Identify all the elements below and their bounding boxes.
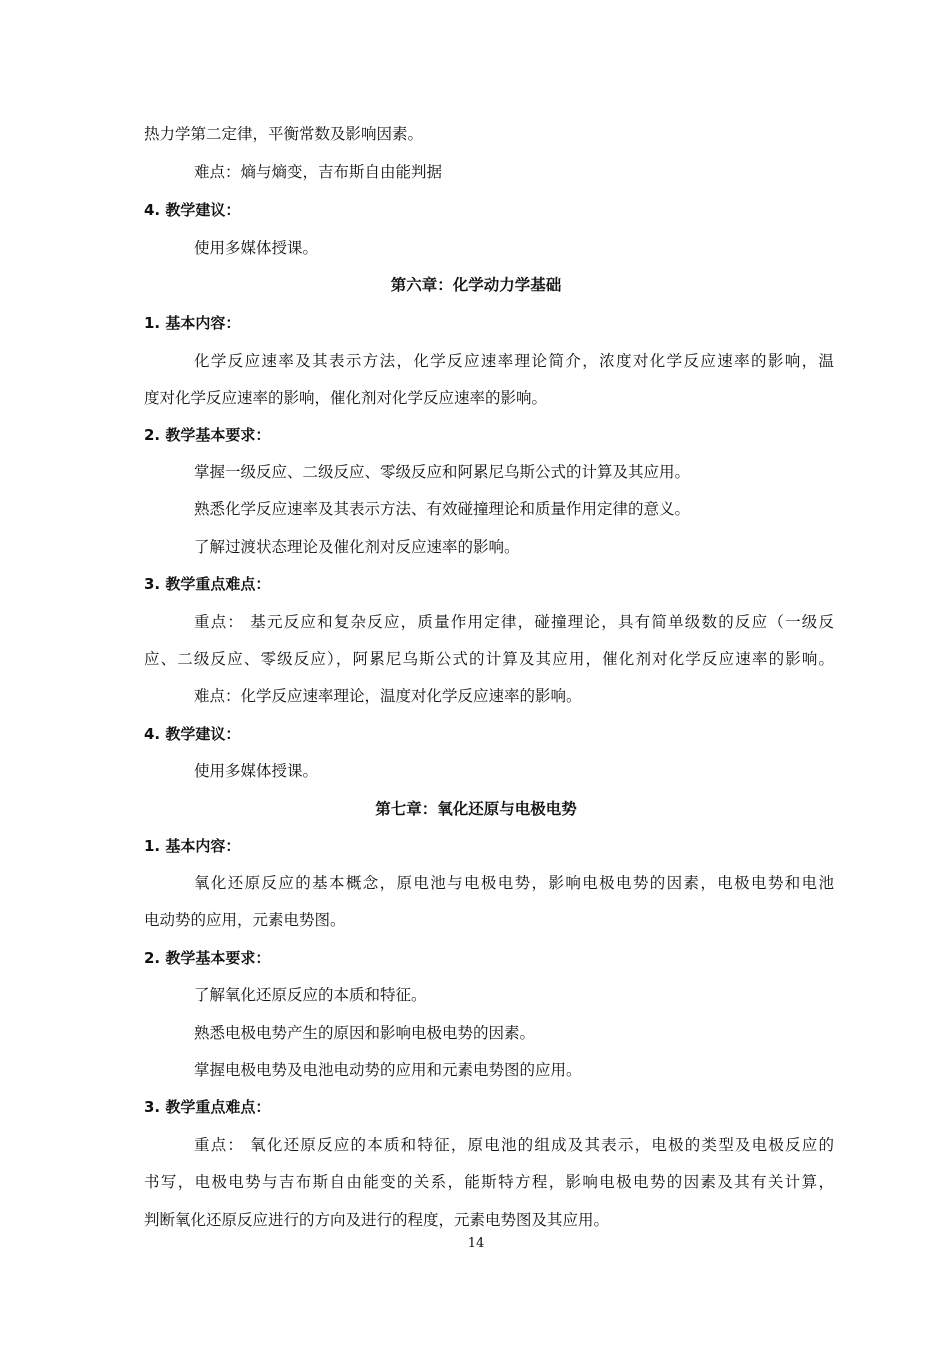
paragraph-line: 熟悉电极电势产生的原因和影响电极电势的因素。 (194, 1024, 536, 1042)
paragraph-line: 使用多媒体授课。 (194, 239, 319, 257)
paragraph-line: 掌握一级反应、二级反应、零级反应和阿累尼乌斯公式的计算及其应用。 (194, 463, 691, 481)
chapter-title: 第六章：化学动力学基础 (390, 276, 562, 294)
chapter-title: 第七章：氧化还原与电极电势 (375, 800, 577, 818)
section-heading: 2. 教学基本要求： (144, 949, 271, 967)
paragraph-line: 重点： 氧化还原反应的本质和特征，原电池的组成及其表示，电极的类型及电极反应的 (194, 1136, 834, 1154)
paragraph-line: 重点： 基元反应和复杂反应，质量作用定律，碰撞理论，具有简单级数的反应（一级反 (194, 613, 834, 631)
paragraph-line: 掌握电极电势及电池电动势的应用和元素电势图的应用。 (194, 1061, 582, 1079)
section-heading: 3. 教学重点难点： (144, 1098, 271, 1116)
paragraph-line: 电动势的应用，元素电势图。 (144, 911, 346, 929)
paragraph-line: 应、二级反应、零级反应），阿累尼乌斯公式的计算及其应用，催化剂对化学反应速率的影响。 (144, 650, 834, 668)
paragraph-line: 书写，电极电势与吉布斯自由能变的关系，能斯特方程，影响电极电势的因素及其有关计算， (144, 1173, 834, 1191)
section-heading: 3. 教学重点难点： (144, 575, 271, 593)
paragraph-line: 使用多媒体授课。 (194, 762, 319, 780)
page-number: 14 (467, 1236, 485, 1251)
paragraph-line: 难点：化学反应速率理论，温度对化学反应速率的影响。 (194, 687, 582, 705)
section-heading: 4. 教学建议： (144, 201, 241, 219)
section-heading: 1. 基本内容： (144, 837, 241, 855)
section-heading: 1. 基本内容： (144, 314, 241, 332)
paragraph-line: 判断氧化还原反应进行的方向及进行的程度，元素电势图及其应用。 (144, 1211, 610, 1229)
paragraph-line: 化学反应速率及其表示方法，化学反应速率理论简介，浓度对化学反应速率的影响，温 (194, 352, 834, 370)
section-heading: 4. 教学建议： (144, 725, 241, 743)
section-heading: 2. 教学基本要求： (144, 426, 271, 444)
paragraph-line: 了解氧化还原反应的本质和特征。 (194, 986, 427, 1004)
paragraph-line: 度对化学反应速率的影响，催化剂对化学反应速率的影响。 (144, 389, 548, 407)
paragraph-line: 热力学第二定律，平衡常数及影响因素。 (144, 125, 424, 143)
paragraph-line: 熟悉化学反应速率及其表示方法、有效碰撞理论和质量作用定律的意义。 (194, 500, 691, 518)
paragraph-line: 了解过渡状态理论及催化剂对反应速率的影响。 (194, 538, 520, 556)
paragraph-line: 难点：熵与熵变，吉布斯自由能判据 (194, 163, 443, 181)
paragraph-line: 氧化还原反应的基本概念，原电池与电极电势，影响电极电势的因素，电极电势和电池 (194, 874, 834, 892)
